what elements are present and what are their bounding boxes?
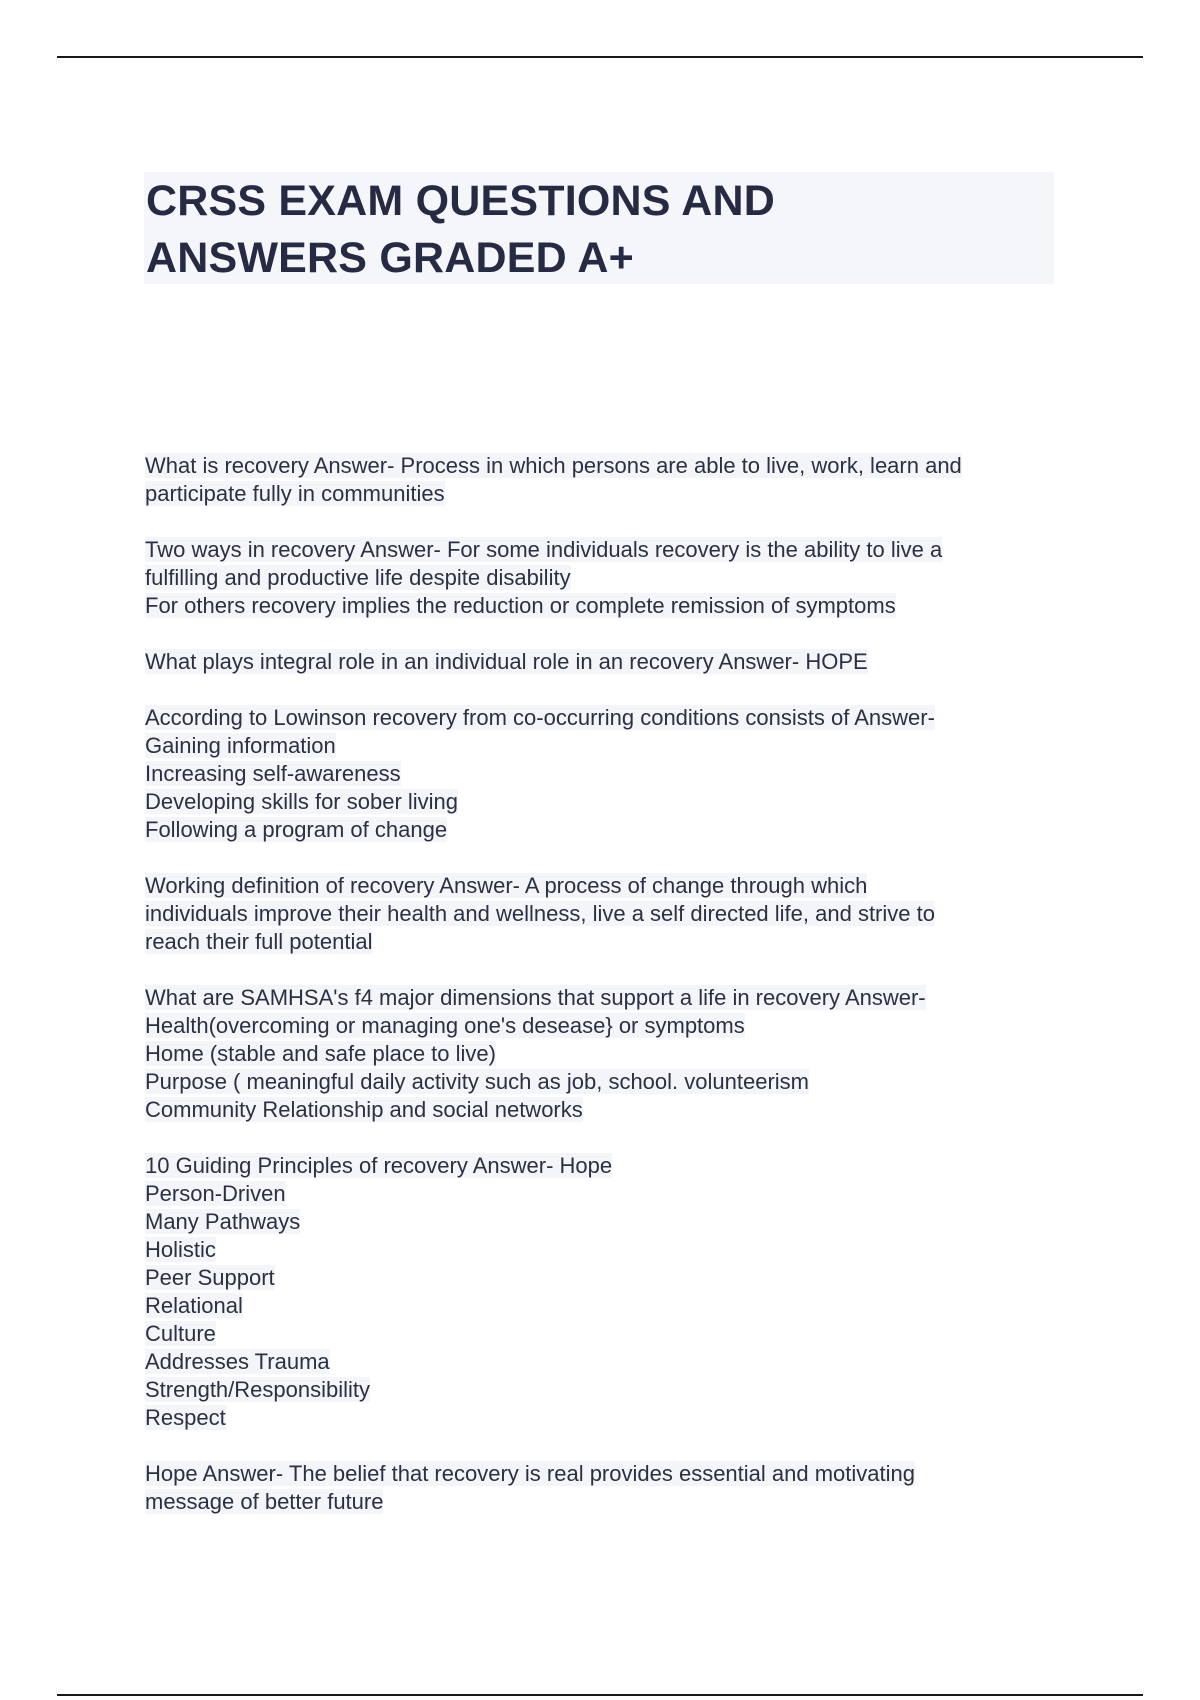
qa-answer-line: [145, 592, 1065, 620]
qa-answer-line: [145, 928, 1065, 956]
bottom-rule: [57, 1694, 1143, 1696]
qa-line-text: Culture: [145, 1321, 216, 1346]
qa-line-text: For others recovery implies the reduction or complete remission of symptoms: [145, 593, 896, 618]
qa-line-text: What plays integral role in an individual role in an recovery Answer- HOPE: [145, 649, 868, 674]
qa-answer-line: [145, 564, 1065, 592]
qa-line-text: What is recovery Answer- Process in which persons are able to live, work, learn and: [145, 453, 962, 478]
title-line-2: ANSWERS GRADED A+: [146, 234, 634, 282]
qa-line-text: What are SAMHSA's f4 major dimensions that support a life in recovery Answer-: [145, 985, 926, 1010]
qa-line-text: Addresses Trauma: [145, 1349, 330, 1374]
qa-answer-line: [145, 760, 1065, 788]
qa-list: [145, 452, 1065, 1544]
qa-line-text: 10 Guiding Principles of recovery Answer- Hope: [145, 1153, 613, 1178]
qa-answer-line: [145, 1404, 1065, 1432]
qa-line-text: participate fully in communities: [145, 481, 445, 506]
qa-item: [145, 984, 1065, 1124]
qa-answer-line: [145, 1096, 1065, 1124]
qa-answer-line: [145, 732, 1065, 760]
qa-answer-line: [145, 1348, 1065, 1376]
qa-item: [145, 704, 1065, 844]
qa-answer-line: [145, 1376, 1065, 1404]
qa-line-text: Gaining information: [145, 733, 336, 758]
qa-line-text: message of better future: [145, 1489, 384, 1514]
qa-question-line: [145, 452, 1065, 480]
qa-line-text: reach their full potential: [145, 929, 373, 954]
qa-line-text: fulfilling and productive life despite disability: [145, 565, 571, 590]
qa-question-line: [145, 872, 1065, 900]
qa-answer-line: [145, 1040, 1065, 1068]
qa-answer-line: [145, 1180, 1065, 1208]
qa-answer-line: [145, 1208, 1065, 1236]
qa-answer-line: [145, 1012, 1065, 1040]
qa-line-text: Person-Driven: [145, 1181, 286, 1206]
qa-answer-line: [145, 900, 1065, 928]
qa-line-text: Community Relationship and social networks: [145, 1097, 583, 1122]
qa-line-text: Respect: [145, 1405, 226, 1430]
qa-question-line: [145, 984, 1065, 1012]
qa-question-line: [145, 1152, 1065, 1180]
qa-question-line: [145, 648, 1065, 676]
qa-line-text: Two ways in recovery Answer- For some individuals recovery is the ability to live a: [145, 537, 943, 562]
qa-line-text: Developing skills for sober living: [145, 789, 459, 814]
qa-question-line: [145, 704, 1065, 732]
qa-line-text: Working definition of recovery Answer- A process of change through which: [145, 873, 868, 898]
qa-answer-line: [145, 1292, 1065, 1320]
qa-answer-line: [145, 1236, 1065, 1264]
qa-item: [145, 452, 1065, 508]
qa-line-text: Purpose ( meaningful daily activity such as job, school. volunteerism: [145, 1069, 809, 1094]
qa-line-text: Hope Answer- The belief that recovery is real provides essential and motivating: [145, 1461, 915, 1486]
qa-line-text: Relational: [145, 1293, 243, 1318]
qa-question-line: [145, 536, 1065, 564]
qa-answer-line: [145, 788, 1065, 816]
qa-item: [145, 1460, 1065, 1516]
qa-line-text: Holistic: [145, 1237, 216, 1262]
qa-line-text: Home (stable and safe place to live): [145, 1041, 496, 1066]
document-title: [144, 172, 1054, 284]
qa-line-text: Following a program of change: [145, 817, 448, 842]
title-line-1: CRSS EXAM QUESTIONS AND: [146, 177, 775, 225]
qa-answer-line: [145, 1320, 1065, 1348]
qa-answer-line: [145, 1488, 1065, 1516]
qa-answer-line: [145, 1264, 1065, 1292]
qa-line-text: Increasing self-awareness: [145, 761, 401, 786]
qa-answer-line: [145, 480, 1065, 508]
top-rule: [57, 56, 1143, 58]
qa-item: [145, 1152, 1065, 1432]
qa-item: [145, 648, 1065, 676]
qa-line-text: Strength/Responsibility: [145, 1377, 371, 1402]
qa-line-text: Many Pathways: [145, 1209, 301, 1234]
qa-item: [145, 872, 1065, 956]
qa-line-text: Peer Support: [145, 1265, 275, 1290]
qa-line-text: Health(overcoming or managing one's desease} or symptoms: [145, 1013, 745, 1038]
qa-answer-line: [145, 816, 1065, 844]
qa-answer-line: [145, 1068, 1065, 1096]
qa-question-line: [145, 1460, 1065, 1488]
qa-item: [145, 536, 1065, 620]
qa-line-text: According to Lowinson recovery from co-occurring conditions consists of Answer-: [145, 705, 935, 730]
qa-line-text: individuals improve their health and wellness, live a self directed life, and strive to: [145, 901, 935, 926]
